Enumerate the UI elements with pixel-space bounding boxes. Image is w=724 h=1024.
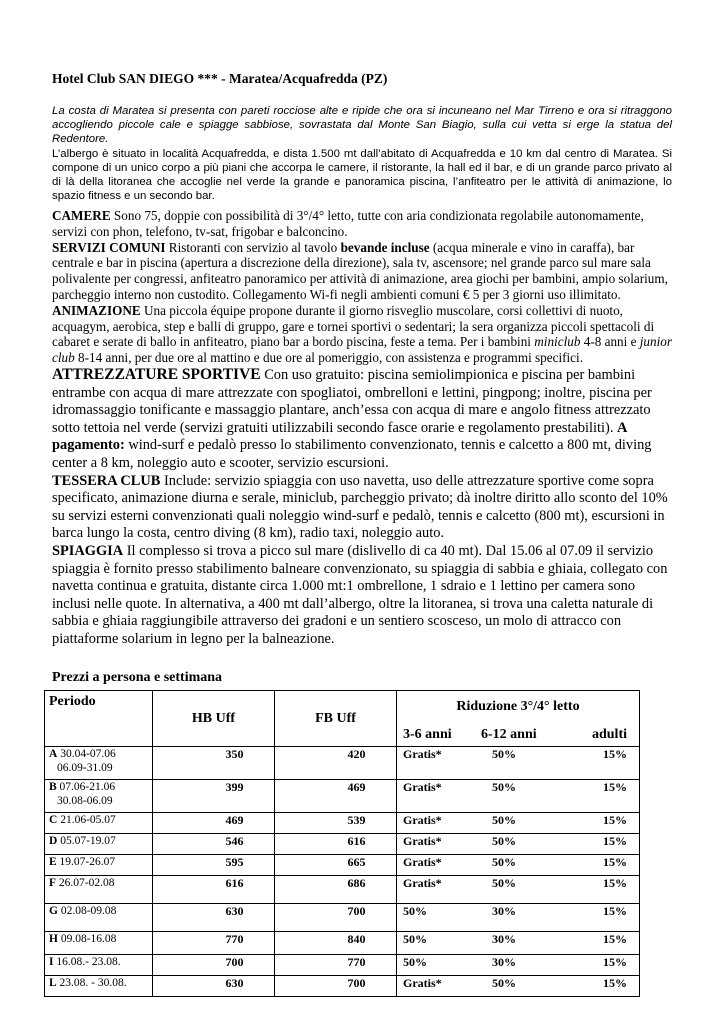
reduction-3-6: Gratis* bbox=[403, 855, 442, 869]
col-fb: FB Uff bbox=[275, 691, 397, 747]
col-riduzione: Riduzione 3°/4° letto bbox=[397, 691, 640, 723]
reduction-cell bbox=[397, 904, 640, 932]
fb-price-cell bbox=[275, 876, 397, 904]
period-dates: 23.08. - 30.08. bbox=[56, 977, 127, 989]
reduction-adulti: 15% bbox=[603, 876, 627, 890]
table-header-row bbox=[45, 691, 640, 723]
period-letter: F bbox=[49, 877, 57, 889]
hb-price-cell bbox=[153, 876, 275, 904]
riduzione-subheaders bbox=[397, 723, 640, 747]
period-dates: 02.08-09.08 bbox=[57, 905, 117, 917]
servizi-section bbox=[52, 240, 672, 303]
fb-price-cell bbox=[275, 932, 397, 955]
table-row bbox=[45, 876, 640, 904]
reduction-adulti: 15% bbox=[603, 780, 627, 794]
fb-price-cell bbox=[275, 780, 397, 813]
reduction-adulti: 15% bbox=[603, 813, 627, 827]
hb-price-cell bbox=[153, 904, 275, 932]
fb-price-cell bbox=[275, 834, 397, 855]
period-cell bbox=[45, 747, 153, 780]
hb-price-cell bbox=[153, 976, 275, 997]
hb-price: 595 bbox=[225, 855, 244, 869]
period-letter: L bbox=[49, 977, 57, 989]
fb-price-cell bbox=[275, 955, 397, 976]
tessera-heading: TESSERA CLUB bbox=[52, 472, 161, 489]
reduction-6-12: 50% bbox=[492, 813, 516, 827]
period-letter: A bbox=[49, 748, 58, 760]
reduction-cell bbox=[397, 813, 640, 834]
period-letter: D bbox=[49, 835, 58, 847]
table-row bbox=[45, 747, 640, 780]
col-3-6-anni: 3-6 anni bbox=[403, 726, 452, 742]
period-dates: 21.06-05.07 bbox=[57, 814, 116, 826]
reduction-adulti: 15% bbox=[603, 976, 627, 990]
period-dates: 09.08-16.08 bbox=[57, 933, 117, 945]
period-cell bbox=[45, 955, 153, 976]
animazione-heading: ANIMAZIONE bbox=[52, 302, 141, 318]
hb-price: 630 bbox=[225, 976, 244, 990]
fb-price: 686 bbox=[347, 876, 366, 890]
reduction-3-6: Gratis* bbox=[403, 876, 442, 890]
period-dates: 07.06-21.06 bbox=[56, 781, 116, 793]
reduction-adulti: 15% bbox=[603, 747, 627, 761]
animazione-section bbox=[52, 303, 672, 366]
period-dates: 19.07-26.07 bbox=[56, 856, 116, 868]
period-letter: H bbox=[49, 933, 58, 945]
period-letter: B bbox=[49, 781, 57, 793]
fb-price-cell bbox=[275, 813, 397, 834]
period-dates: 26.07-02.08 bbox=[56, 877, 115, 889]
reduction-3-6: Gratis* bbox=[403, 747, 442, 761]
animazione-text: Una piccola équipe propone durante il giorno risveglio muscolare, corsi collettivi di nuoto, acquagym, aerobica, step e balli di gruppo, gare e tornei sportivi o sedentari; la sera organizza piccoli spettacoli di cabaret e serate di ballo in anfiteatro, piano bar a bordo piscina, feste a tema. Per i bambini bbox=[52, 302, 655, 350]
intro-italic-paragraph: La costa di Maratea si presenta con pareti rocciose alte e ripide che ora si incuneano nel Mar Tirreno e ora si ritraggono accogliendo piccole cale e spiagge sabbiose, sovrastata dal Monte San Biagio, sulla cui vetta si erge la statua del Redentore. bbox=[52, 105, 672, 146]
reduction-6-12: 50% bbox=[492, 855, 516, 869]
page-title: Hotel Club SAN DIEGO *** - Maratea/Acquafredda (PZ) bbox=[52, 71, 388, 86]
fb-price: 840 bbox=[347, 932, 366, 946]
reduction-6-12: 50% bbox=[492, 780, 516, 794]
reduction-cell bbox=[397, 876, 640, 904]
reduction-cell bbox=[397, 855, 640, 876]
reduction-adulti: 15% bbox=[603, 855, 627, 869]
reduction-adulti: 15% bbox=[603, 932, 627, 946]
servizi-heading: SERVIZI COMUNI bbox=[52, 239, 166, 255]
animazione-text-3: 8-14 anni, per due ore al mattino e due ore al pomeriggio, con assistenza e programmi specifici. bbox=[74, 350, 583, 366]
prices-table bbox=[44, 690, 640, 997]
fb-price: 700 bbox=[347, 904, 366, 918]
reduction-3-6: 50% bbox=[403, 932, 427, 946]
reduction-adulti: 15% bbox=[603, 834, 627, 848]
period-letter: G bbox=[49, 905, 58, 917]
hb-price: 770 bbox=[225, 932, 244, 946]
hb-price-cell bbox=[153, 780, 275, 813]
fb-price-cell bbox=[275, 855, 397, 876]
hb-price-cell bbox=[153, 855, 275, 876]
reduction-cell bbox=[397, 976, 640, 997]
reduction-cell bbox=[397, 932, 640, 955]
period-cell bbox=[45, 780, 153, 813]
table-row bbox=[45, 813, 640, 834]
camere-text: Sono 75, doppie con possibilità di 3°/4° letto, tutte con aria condizionata regolabile autonomamente, servizi con phon, telefono, tv-sat, frigobar e balconcino. bbox=[52, 208, 644, 239]
fb-price: 539 bbox=[347, 813, 366, 827]
hb-price: 616 bbox=[225, 876, 244, 890]
period-dates: 05.07-19.07 bbox=[57, 835, 116, 847]
fb-price: 420 bbox=[347, 747, 366, 761]
table-row bbox=[45, 780, 640, 813]
table-row bbox=[45, 976, 640, 997]
fb-price: 616 bbox=[347, 834, 366, 848]
reduction-3-6: 50% bbox=[403, 955, 427, 969]
hb-price: 700 bbox=[225, 955, 244, 969]
servizi-text: Ristoranti con servizio al tavolo bbox=[165, 239, 341, 255]
reduction-cell bbox=[397, 747, 640, 780]
col-6-12-anni: 6-12 anni bbox=[481, 726, 537, 742]
intro-block bbox=[52, 104, 672, 203]
col-periodo: Periodo bbox=[45, 691, 153, 747]
fb-price-cell bbox=[275, 976, 397, 997]
period-cell bbox=[45, 855, 153, 876]
fb-price-cell bbox=[275, 904, 397, 932]
hb-price: 350 bbox=[225, 747, 244, 761]
reduction-6-12: 30% bbox=[492, 904, 516, 918]
reduction-cell bbox=[397, 780, 640, 813]
camere-section bbox=[52, 208, 672, 240]
reduction-3-6: 50% bbox=[403, 904, 427, 918]
camere-heading: CAMERE bbox=[52, 208, 111, 223]
miniclub-text: miniclub bbox=[534, 334, 581, 350]
attrezzature-section bbox=[52, 366, 672, 473]
details-block bbox=[52, 208, 672, 648]
table-row bbox=[45, 932, 640, 955]
spiaggia-heading: SPIAGGIA bbox=[52, 542, 124, 559]
hb-price: 469 bbox=[225, 813, 244, 827]
hb-price: 399 bbox=[225, 780, 244, 794]
reduction-adulti: 15% bbox=[603, 955, 627, 969]
table-row bbox=[45, 955, 640, 976]
servizi-bold-text: bevande incluse bbox=[340, 239, 430, 255]
hb-price: 546 bbox=[225, 834, 244, 848]
period-cell bbox=[45, 904, 153, 932]
table-row bbox=[45, 855, 640, 876]
tessera-text: Include: servizio spiaggia con uso navetta, uso delle attrezzature sportive come sopra specificato, animazione diurna e serale, miniclub, parcheggio privato; dà inoltre diritto allo sconto del 10% su servizi esterni convenzionati quali noleggio wind-surf e pedalò, tennis e calcetto (800 mt), escursioni in barca lungo la costa, centro diving (8 km), radio taxi, noleggio auto. bbox=[52, 472, 668, 542]
reduction-3-6: Gratis* bbox=[403, 780, 442, 794]
period-cell bbox=[45, 932, 153, 955]
attrezzature-text: Con uso gratuito: piscina semiolimpionica e piscina per bambini entrambe con acqua di mare attrezzate con spogliatoi, ombrelloni e lettini, pingpong; inoltre, piscina per idromassaggio tonificante e massaggio plantare, anch’essa con acqua di mare e angolo fitness attrezzato sotto tettoia nel verde (servizi gratuiti utilizzabili secondo fasce orarie e regolamento prestabiliti). bbox=[52, 366, 652, 436]
hb-price-cell bbox=[153, 932, 275, 955]
fb-price: 770 bbox=[347, 955, 366, 969]
reduction-cell bbox=[397, 834, 640, 855]
period-cell bbox=[45, 834, 153, 855]
table-row bbox=[45, 834, 640, 855]
reduction-6-12: 30% bbox=[492, 955, 516, 969]
period-dates: 16.08.- 23.08. bbox=[53, 956, 121, 968]
reduction-6-12: 50% bbox=[492, 834, 516, 848]
attrezzature-heading: ATTREZZATURE SPORTIVE bbox=[52, 365, 261, 383]
hb-price-cell bbox=[153, 834, 275, 855]
period-cell bbox=[45, 813, 153, 834]
period-cell bbox=[45, 876, 153, 904]
table-row bbox=[45, 904, 640, 932]
a-pagamento-label: A pagamento: bbox=[52, 419, 627, 454]
period-dates-2: 30.08-06.09 bbox=[57, 795, 113, 807]
fb-price: 665 bbox=[347, 855, 366, 869]
hb-price-cell bbox=[153, 813, 275, 834]
prices-heading: Prezzi a persona e settimana bbox=[52, 670, 223, 685]
reduction-6-12: 50% bbox=[492, 747, 516, 761]
animazione-text-2: 4-8 anni e bbox=[580, 334, 640, 350]
period-cell bbox=[45, 976, 153, 997]
period-letter: I bbox=[49, 956, 54, 968]
fb-price: 700 bbox=[347, 976, 366, 990]
reduction-6-12: 50% bbox=[492, 976, 516, 990]
reduction-6-12: 50% bbox=[492, 876, 516, 890]
reduction-6-12: 30% bbox=[492, 932, 516, 946]
tessera-section bbox=[52, 473, 672, 543]
spiaggia-text: Il complesso si trova a picco sul mare (dislivello di ca 40 mt). Dal 15.06 al 07.09 il servizio spiaggia è fornito presso stabilimento balneare convenzionato, su spiaggia di sabbia e ghiaia, collegato con navetta continua e gratuita, distante circa 1.000 mt:1 ombrellone, 1 sdraio e 1 lettino per camera sono inclusi nelle quote. In alternativa, a 400 mt dall’albergo, oltre la litoranea, si trova una caletta naturale di sabbia e ghiaia raggiungibile attraverso dei gradoni e un sentiero scosceso, un molo di attracco con piattaforme solarium in legno per la balneazione. bbox=[52, 542, 668, 647]
period-letter: C bbox=[49, 814, 58, 826]
attrezzature-text-2: wind-surf e pedalò presso lo stabilimento convenzionato, tennis e calcetto a 800 mt, diving center a 8 km, noleggio auto e scooter, servizio escursioni. bbox=[52, 437, 652, 471]
intro-paragraph: L’albergo è situato in località Acquafredda, e dista 1.500 mt dall’abitato di Acquafredda e 10 km dal centro di Maratea. Si compone di un unico corpo a più piani che accorpa le camere, il ristorante, la hall ed il bar, e di un grande parco privato al di là della litoranea che accoglie nel verde la grande e panoramica piscina, l’anfiteatro per le attività di animazione, lo spazio fitness e un secondo bar. bbox=[52, 147, 672, 203]
reduction-3-6: Gratis* bbox=[403, 813, 442, 827]
reduction-3-6: Gratis* bbox=[403, 976, 442, 990]
period-dates-2: 06.09-31.09 bbox=[57, 762, 113, 774]
period-dates: 30.04-07.06 bbox=[57, 748, 116, 760]
col-adulti: adulti bbox=[591, 726, 627, 742]
hb-price-cell bbox=[153, 747, 275, 780]
junior-club-text: junior club bbox=[52, 334, 672, 366]
reduction-cell bbox=[397, 955, 640, 976]
spiaggia-section bbox=[52, 543, 672, 649]
hb-price-cell bbox=[153, 955, 275, 976]
hb-price: 630 bbox=[225, 904, 244, 918]
reduction-adulti: 15% bbox=[603, 904, 627, 918]
col-hb: HB Uff bbox=[153, 691, 275, 747]
period-letter: E bbox=[49, 856, 57, 868]
fb-price: 469 bbox=[347, 780, 366, 794]
reduction-3-6: Gratis* bbox=[403, 834, 442, 848]
fb-price-cell bbox=[275, 747, 397, 780]
servizi-text-2: (acqua minerale e vino in caraffa), bar centrale e bar in piscina (apertura a discrezione della direzione), sala tv, ascensore; nel grande parco sul mare sala polivalente per congressi, anfiteatro panoramico per attività di animazione, area giochi per bambini, ampio solarium, parcheggio interno non custodito. Collegamento Wi-fi negli ambienti comuni € 5 per 3 giorni uso illimitato. bbox=[52, 239, 668, 302]
